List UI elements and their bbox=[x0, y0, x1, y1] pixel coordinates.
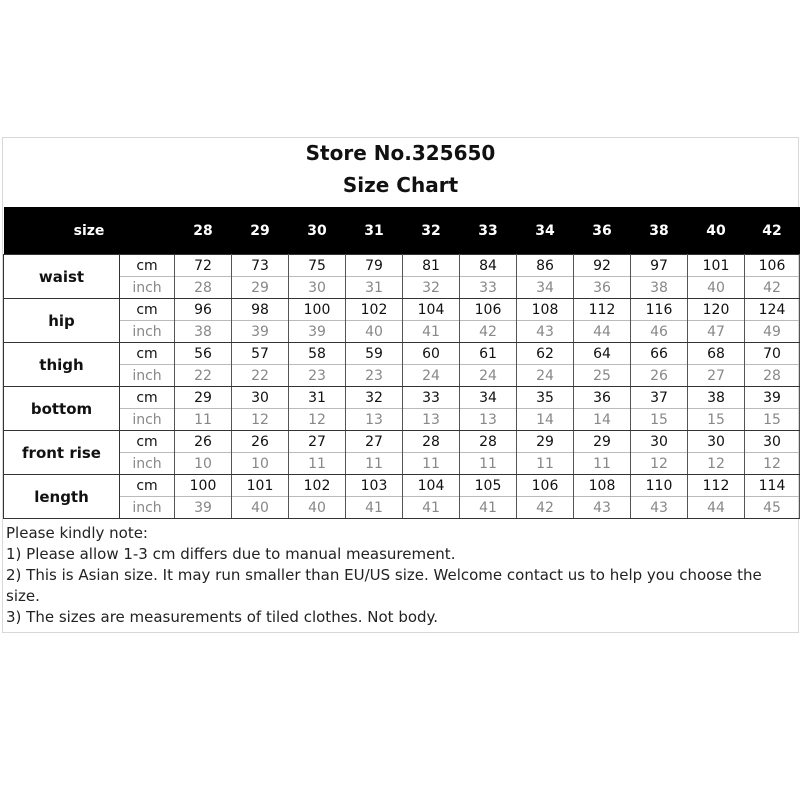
value-cell: 106 bbox=[745, 255, 800, 277]
value-cell: 105 bbox=[460, 475, 517, 497]
value-cell: 40 bbox=[688, 277, 745, 299]
value-cell: 33 bbox=[403, 387, 460, 409]
value-cell: 24 bbox=[403, 365, 460, 387]
value-cell: 47 bbox=[688, 321, 745, 343]
value-cell: 42 bbox=[517, 497, 574, 519]
unit-label: inch bbox=[120, 277, 175, 299]
measurement-label: front rise bbox=[4, 431, 120, 475]
value-cell: 59 bbox=[346, 343, 403, 365]
unit-label: inch bbox=[120, 409, 175, 431]
value-cell: 35 bbox=[517, 387, 574, 409]
unit-label: cm bbox=[120, 255, 175, 277]
table-row bbox=[4, 453, 800, 475]
table-row bbox=[4, 321, 800, 343]
size-header-label: size bbox=[4, 207, 175, 255]
measurement-label: length bbox=[4, 475, 120, 519]
value-cell: 58 bbox=[289, 343, 346, 365]
unit-label: cm bbox=[120, 475, 175, 497]
value-cell: 112 bbox=[688, 475, 745, 497]
unit-label: inch bbox=[120, 497, 175, 519]
value-cell: 10 bbox=[232, 453, 289, 475]
notes-section bbox=[6, 523, 786, 628]
value-cell: 66 bbox=[631, 343, 688, 365]
measurement-label: waist bbox=[4, 255, 120, 299]
value-cell: 38 bbox=[175, 321, 232, 343]
value-cell: 124 bbox=[745, 299, 800, 321]
unit-label: inch bbox=[120, 453, 175, 475]
value-cell: 103 bbox=[346, 475, 403, 497]
value-cell: 12 bbox=[289, 409, 346, 431]
value-cell: 104 bbox=[403, 475, 460, 497]
value-cell: 84 bbox=[460, 255, 517, 277]
value-cell: 86 bbox=[517, 255, 574, 277]
value-cell: 29 bbox=[232, 277, 289, 299]
value-cell: 38 bbox=[688, 387, 745, 409]
note-item-2: 2) This is Asian size. It may run smaller than EU/US size. Welcome contact us to help you choose the size. bbox=[6, 566, 762, 605]
value-cell: 30 bbox=[232, 387, 289, 409]
value-cell: 101 bbox=[688, 255, 745, 277]
size-header-cell: 42 bbox=[745, 207, 800, 255]
value-cell: 23 bbox=[289, 365, 346, 387]
value-cell: 106 bbox=[517, 475, 574, 497]
size-header-row bbox=[4, 207, 800, 255]
value-cell: 15 bbox=[688, 409, 745, 431]
value-cell: 100 bbox=[289, 299, 346, 321]
note-item-3: 3) The sizes are measurements of tiled clothes. Not body. bbox=[6, 608, 439, 626]
table-row bbox=[4, 409, 800, 431]
value-cell: 44 bbox=[688, 497, 745, 519]
value-cell: 49 bbox=[745, 321, 800, 343]
value-cell: 39 bbox=[232, 321, 289, 343]
value-cell: 28 bbox=[745, 365, 800, 387]
value-cell: 79 bbox=[346, 255, 403, 277]
table-row bbox=[4, 475, 800, 497]
value-cell: 73 bbox=[232, 255, 289, 277]
value-cell: 29 bbox=[175, 387, 232, 409]
unit-label: inch bbox=[120, 321, 175, 343]
size-header-cell: 30 bbox=[289, 207, 346, 255]
chart-title: Size Chart bbox=[342, 173, 459, 197]
value-cell: 110 bbox=[631, 475, 688, 497]
value-cell: 11 bbox=[403, 453, 460, 475]
value-cell: 11 bbox=[574, 453, 631, 475]
value-cell: 39 bbox=[289, 321, 346, 343]
value-cell: 96 bbox=[175, 299, 232, 321]
value-cell: 64 bbox=[574, 343, 631, 365]
unit-label: inch bbox=[120, 365, 175, 387]
value-cell: 23 bbox=[346, 365, 403, 387]
value-cell: 11 bbox=[289, 453, 346, 475]
value-cell: 29 bbox=[574, 431, 631, 453]
value-cell: 40 bbox=[346, 321, 403, 343]
table-row bbox=[4, 343, 800, 365]
value-cell: 40 bbox=[289, 497, 346, 519]
value-cell: 14 bbox=[517, 409, 574, 431]
size-header-cell: 40 bbox=[688, 207, 745, 255]
value-cell: 100 bbox=[175, 475, 232, 497]
notes-heading: Please kindly note: bbox=[6, 524, 148, 542]
unit-label: cm bbox=[120, 343, 175, 365]
value-cell: 39 bbox=[175, 497, 232, 519]
value-cell: 26 bbox=[631, 365, 688, 387]
value-cell: 32 bbox=[346, 387, 403, 409]
value-cell: 30 bbox=[631, 431, 688, 453]
value-cell: 72 bbox=[175, 255, 232, 277]
value-cell: 30 bbox=[688, 431, 745, 453]
table-row bbox=[4, 299, 800, 321]
unit-label: cm bbox=[120, 299, 175, 321]
value-cell: 14 bbox=[574, 409, 631, 431]
measurement-label: hip bbox=[4, 299, 120, 343]
value-cell: 29 bbox=[517, 431, 574, 453]
table-row bbox=[4, 431, 800, 453]
value-cell: 68 bbox=[688, 343, 745, 365]
table-row bbox=[4, 497, 800, 519]
value-cell: 104 bbox=[403, 299, 460, 321]
value-cell: 36 bbox=[574, 387, 631, 409]
value-cell: 25 bbox=[574, 365, 631, 387]
value-cell: 11 bbox=[175, 409, 232, 431]
value-cell: 28 bbox=[175, 277, 232, 299]
value-cell: 70 bbox=[745, 343, 800, 365]
value-cell: 12 bbox=[745, 453, 800, 475]
value-cell: 45 bbox=[745, 497, 800, 519]
size-header-cell: 29 bbox=[232, 207, 289, 255]
value-cell: 30 bbox=[289, 277, 346, 299]
size-header-cell: 34 bbox=[517, 207, 574, 255]
value-cell: 56 bbox=[175, 343, 232, 365]
table-row bbox=[4, 365, 800, 387]
size-header-cell: 32 bbox=[403, 207, 460, 255]
value-cell: 15 bbox=[745, 409, 800, 431]
value-cell: 27 bbox=[688, 365, 745, 387]
value-cell: 62 bbox=[517, 343, 574, 365]
value-cell: 26 bbox=[232, 431, 289, 453]
value-cell: 75 bbox=[289, 255, 346, 277]
value-cell: 27 bbox=[289, 431, 346, 453]
measurement-label: thigh bbox=[4, 343, 120, 387]
store-number: Store No.325650 bbox=[305, 141, 496, 165]
value-cell: 13 bbox=[403, 409, 460, 431]
value-cell: 81 bbox=[403, 255, 460, 277]
table-row bbox=[4, 255, 800, 277]
value-cell: 43 bbox=[574, 497, 631, 519]
value-cell: 32 bbox=[403, 277, 460, 299]
measurement-label: bottom bbox=[4, 387, 120, 431]
value-cell: 108 bbox=[517, 299, 574, 321]
value-cell: 13 bbox=[346, 409, 403, 431]
value-cell: 43 bbox=[517, 321, 574, 343]
value-cell: 106 bbox=[460, 299, 517, 321]
value-cell: 11 bbox=[346, 453, 403, 475]
value-cell: 22 bbox=[175, 365, 232, 387]
value-cell: 11 bbox=[517, 453, 574, 475]
value-cell: 13 bbox=[460, 409, 517, 431]
value-cell: 114 bbox=[745, 475, 800, 497]
size-table bbox=[3, 207, 800, 519]
unit-label: cm bbox=[120, 431, 175, 453]
value-cell: 41 bbox=[403, 497, 460, 519]
value-cell: 12 bbox=[232, 409, 289, 431]
value-cell: 57 bbox=[232, 343, 289, 365]
value-cell: 102 bbox=[346, 299, 403, 321]
value-cell: 112 bbox=[574, 299, 631, 321]
value-cell: 43 bbox=[631, 497, 688, 519]
value-cell: 41 bbox=[346, 497, 403, 519]
value-cell: 46 bbox=[631, 321, 688, 343]
value-cell: 44 bbox=[574, 321, 631, 343]
value-cell: 11 bbox=[460, 453, 517, 475]
value-cell: 108 bbox=[574, 475, 631, 497]
value-cell: 60 bbox=[403, 343, 460, 365]
value-cell: 34 bbox=[460, 387, 517, 409]
value-cell: 42 bbox=[460, 321, 517, 343]
value-cell: 98 bbox=[232, 299, 289, 321]
value-cell: 97 bbox=[631, 255, 688, 277]
value-cell: 116 bbox=[631, 299, 688, 321]
table-row bbox=[4, 277, 800, 299]
value-cell: 12 bbox=[688, 453, 745, 475]
value-cell: 36 bbox=[574, 277, 631, 299]
value-cell: 42 bbox=[745, 277, 800, 299]
value-cell: 120 bbox=[688, 299, 745, 321]
value-cell: 41 bbox=[403, 321, 460, 343]
size-header-cell: 36 bbox=[574, 207, 631, 255]
size-header-cell: 28 bbox=[175, 207, 232, 255]
value-cell: 24 bbox=[460, 365, 517, 387]
value-cell: 37 bbox=[631, 387, 688, 409]
value-cell: 28 bbox=[460, 431, 517, 453]
value-cell: 40 bbox=[232, 497, 289, 519]
value-cell: 41 bbox=[460, 497, 517, 519]
value-cell: 31 bbox=[346, 277, 403, 299]
value-cell: 15 bbox=[631, 409, 688, 431]
value-cell: 30 bbox=[745, 431, 800, 453]
value-cell: 39 bbox=[745, 387, 800, 409]
value-cell: 38 bbox=[631, 277, 688, 299]
value-cell: 101 bbox=[232, 475, 289, 497]
value-cell: 12 bbox=[631, 453, 688, 475]
value-cell: 10 bbox=[175, 453, 232, 475]
value-cell: 22 bbox=[232, 365, 289, 387]
size-header-cell: 33 bbox=[460, 207, 517, 255]
value-cell: 102 bbox=[289, 475, 346, 497]
value-cell: 31 bbox=[289, 387, 346, 409]
value-cell: 28 bbox=[403, 431, 460, 453]
value-cell: 27 bbox=[346, 431, 403, 453]
value-cell: 61 bbox=[460, 343, 517, 365]
value-cell: 26 bbox=[175, 431, 232, 453]
size-header-cell: 31 bbox=[346, 207, 403, 255]
size-header-cell: 38 bbox=[631, 207, 688, 255]
value-cell: 33 bbox=[460, 277, 517, 299]
unit-label: cm bbox=[120, 387, 175, 409]
value-cell: 92 bbox=[574, 255, 631, 277]
table-row bbox=[4, 387, 800, 409]
value-cell: 24 bbox=[517, 365, 574, 387]
value-cell: 34 bbox=[517, 277, 574, 299]
note-item-1: 1) Please allow 1-3 cm differs due to manual measurement. bbox=[6, 545, 456, 563]
